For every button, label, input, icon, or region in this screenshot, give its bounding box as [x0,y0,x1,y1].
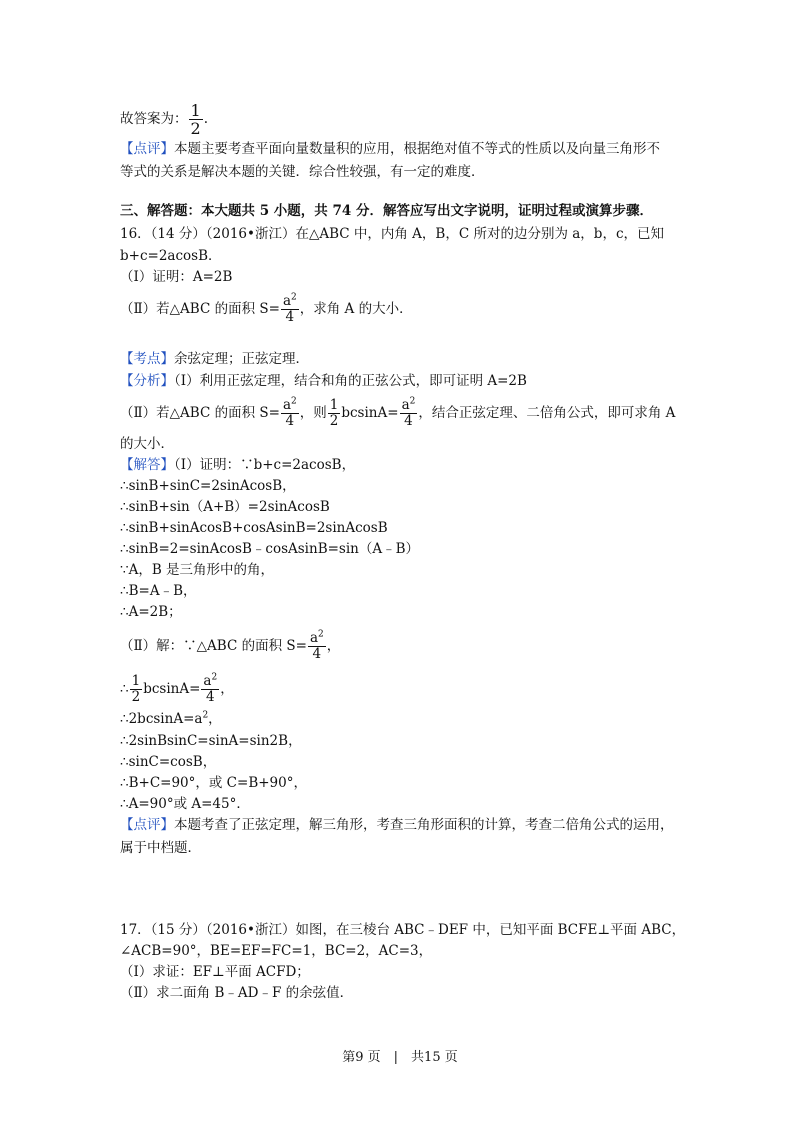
area-fraction: $\frac{a^2}{4}$ [282,292,297,325]
q17-stem-1: 17．（15 分）（2016•浙江）如图，在三棱台 ABC﹣DEF 中，已知平面 BCFE⊥平面 ABC， [120,922,686,938]
fenxi-tag: 【分析】 [120,373,174,389]
half-fraction: $\frac{1}{2}$ [329,397,339,429]
step-line: ∴sinC=cosB， [120,754,217,770]
area-fraction: $\frac{a^2}{4}$ [203,672,218,705]
part2-solution-line-2: ∴ $\frac{1}{2}$ bcsinA= $\frac{a^2}{4}$ ， [120,672,234,705]
area-fraction: $\frac{a^2}{4}$ [401,396,416,429]
q16-stem-2: b+c=2acosB． [120,248,222,264]
area-fraction: $\frac{a^2}{4}$ [282,396,297,429]
dianping-line-2: 属于中档题． [120,840,201,856]
fenxi-line-3: 的大小． [120,436,174,452]
step-line: ∴sinB+sin（A+B）=2sinAcosB [120,499,330,515]
dianping-tag: 【点评】 [120,817,174,833]
section-heading: 三、解答题：本大题共 5 小题，共 74 分．解答应写出文字说明，证明过程或演算步骤． [120,203,653,219]
comment-line-1: 【点评】本题主要考查平面向量数量积的应用，根据绝对值不等式的性质以及向量三角形不 [120,141,660,157]
step-line: ∴B=A﹣B， [120,583,197,599]
fenxi-line-2: （Ⅱ）若△ABC 的面积 S= $\frac{a^2}{4}$ ，则 $\frac{1}{2}$ bcsinA= $\frac{a^2}{4}$ ，结合正弦定理、二倍角公式，即可求角 A [120,396,676,429]
comment-line-2: 等式的关系是解决本题的关键．综合性较强，有一定的难度． [120,164,485,180]
kaodian-tag: 【考点】 [120,351,174,367]
step-line: ∴A=2B； [120,604,182,620]
step-line: ∴sinB+sinC=2sinAcosB， [120,478,296,494]
part2-solution-line-1: （Ⅱ）解：∵△ABC 的面积 S= $\frac{a^2}{4}$ ， [120,629,341,662]
q17-part-1: （Ⅰ）求证：EF⊥平面 ACFD； [120,964,310,980]
q16-stem-1: 16．（14 分）（2016•浙江）在△ABC 中，内角 A，B，C 所对的边分别为 a，b，c，已知 [120,226,665,242]
dianping-line-1: 【点评】本题考查了正弦定理，解三角形，考查三角形面积的计算，考查二倍角公式的运用， [120,817,674,833]
fenxi-line-1: 【分析】（Ⅰ）利用正弦定理，结合和角的正弦公式，即可证明 A=2B [120,373,527,389]
q16-part-1: （Ⅰ）证明：A=2B [120,269,233,285]
answer-line: 故答案为： $\frac{1}{2}$ . [120,101,208,138]
q16-part-2: （Ⅱ）若△ABC 的面积 S= $\frac{a^2}{4}$ ，求角 A 的大小． [120,292,413,325]
q17-part-2: （Ⅱ）求二面角 B﹣AD﹣F 的余弦值． [120,985,354,1001]
part2-solution-line-3: $\therefore 2bcsinA=a^2$， [120,710,222,727]
step-line: ∴A=90°或 A=45°． [120,796,250,812]
step-line: ∴sinB=2=sinAcosB﹣cosAsinB=sin（A﹣B） [120,541,420,557]
page-footer: 第9 页 | 共15 页 [342,1050,458,1065]
comment-tag: 【点评】 [120,141,174,157]
q17-stem-2: ∠ACB=90°，BE=EF=FC=1，BC=2，AC=3， [120,943,433,959]
area-fraction: $\frac{a^2}{4}$ [309,629,324,662]
jieda-line-1: 【解答】（Ⅰ）证明：∵b+c=2acosB， [120,457,356,473]
step-line: ∴sinB+sinAcosB+cosAsinB=2sinAcosB [120,520,388,536]
kaodian-line: 【考点】余弦定理；正弦定理． [120,351,309,367]
step-line: ∴2sinBsinC=sinA=sin2B， [120,733,302,749]
step-line: ∵A，B 是三角形中的角， [120,562,275,578]
step-line: ∴B+C=90°，或 C=B+90°， [120,775,307,791]
jieda-tag: 【解答】 [120,457,174,473]
answer-fraction: $\frac{1}{2}$ [190,101,201,138]
half-fraction: $\frac{1}{2}$ [131,673,141,705]
